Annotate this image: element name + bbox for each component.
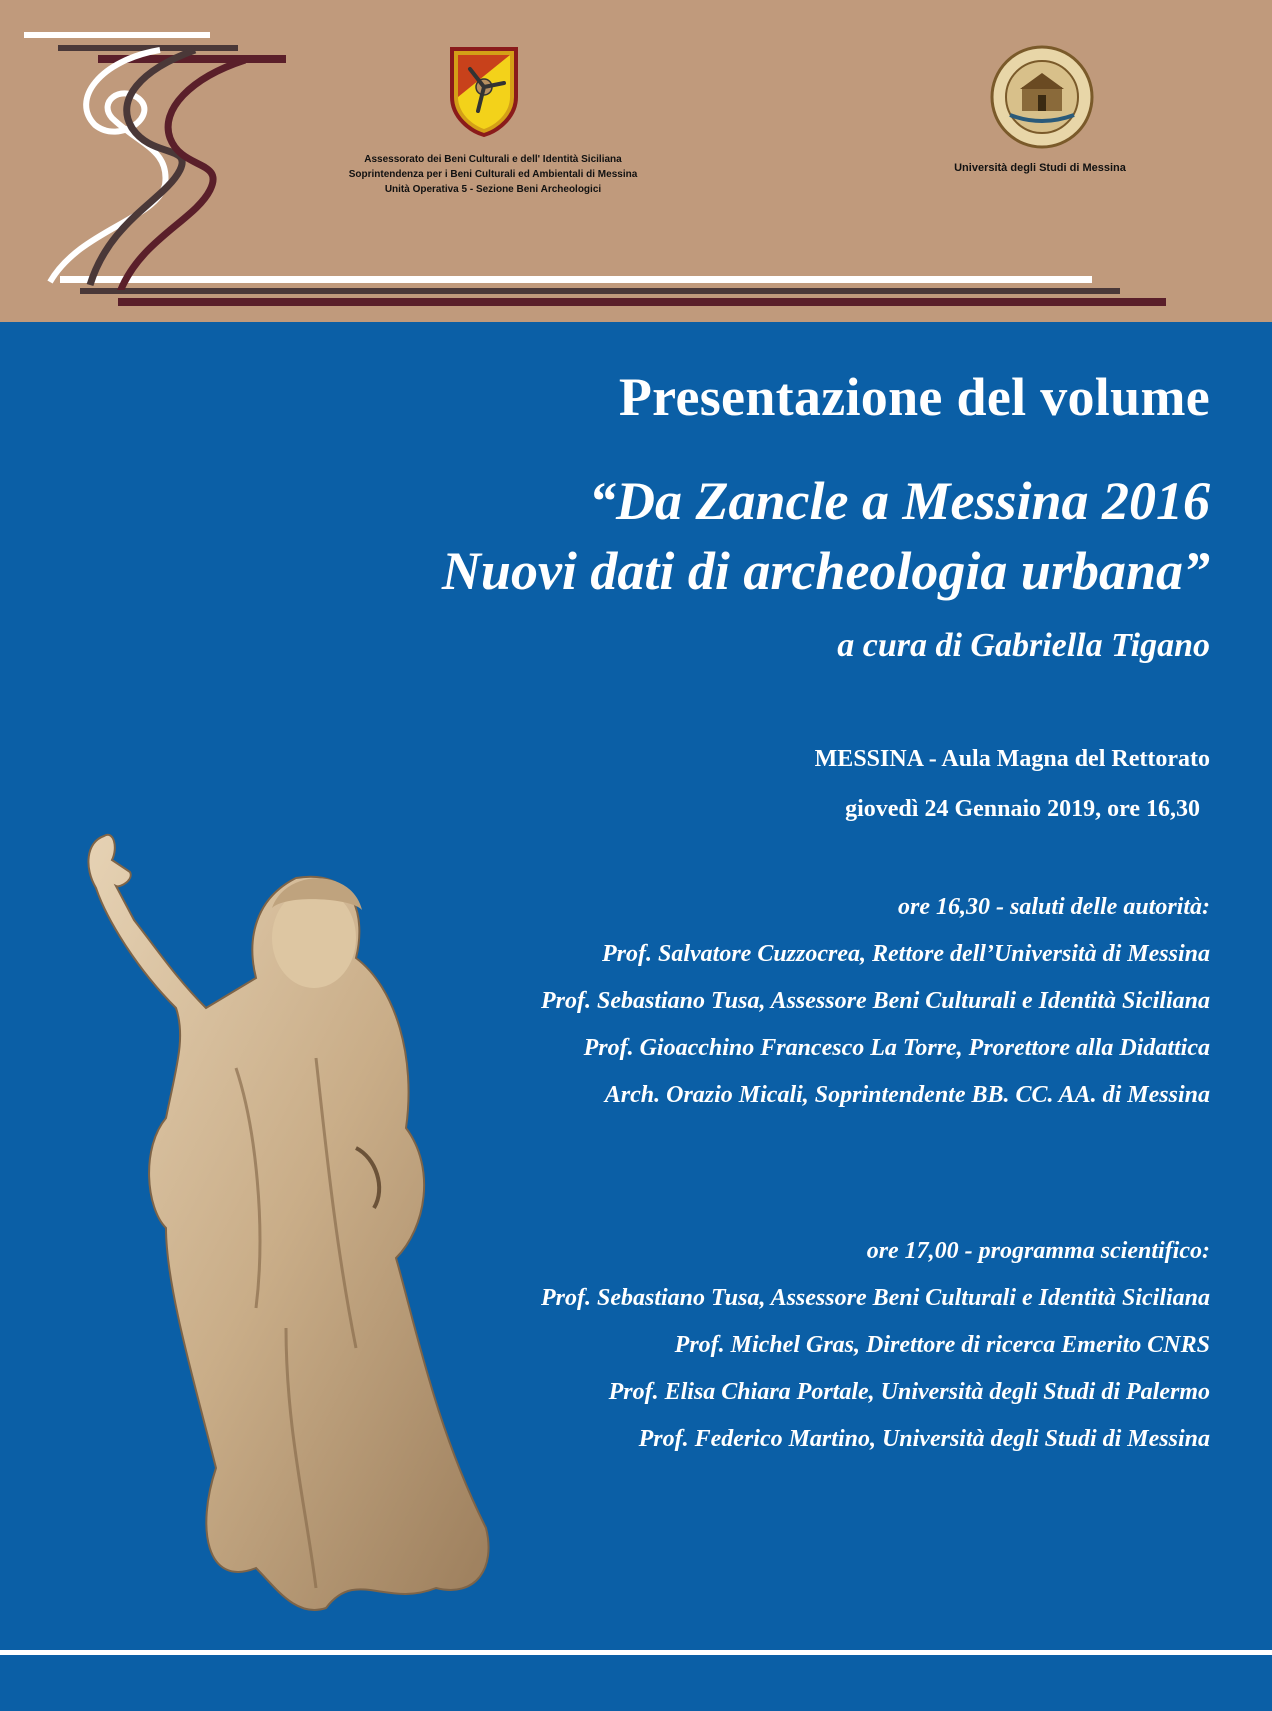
- region-line: Assessorato dei Beni Culturali e dell' Identità Siciliana: [364, 154, 622, 165]
- event-date: giovedì 24 Gennaio 2019, ore 16,30: [845, 796, 1200, 822]
- university-name: Università degli Studi di Messina: [954, 162, 1126, 174]
- speaker-line: Arch. Orazio Micali, Soprintendente BB. CC. AA. di Messina: [604, 1082, 1210, 1108]
- book-title-line1: “Da Zancle a Messina 2016: [589, 471, 1210, 531]
- speaker-line: Prof. Sebastiano Tusa, Assessore Beni Culturali e Identità Siciliana: [541, 988, 1210, 1014]
- speaker-line: Prof. Elisa Chiara Portale, Università degli Studi di Palermo: [608, 1379, 1210, 1405]
- region-institution-text: [300, 152, 686, 197]
- scientific-heading: ore 17,00 - programma scientifico:: [866, 1238, 1210, 1264]
- region-line: Unità Operativa 5 - Sezione Beni Archeologici: [384, 184, 602, 195]
- book-title-line2: Nuovi dati di archeologia urbana”: [441, 541, 1210, 601]
- curator: a cura di Gabriella Tigano: [837, 627, 1210, 664]
- region-line: Soprintendenza per i Beni Culturali ed Ambientali di Messina: [348, 169, 638, 180]
- book-title: [442, 466, 1210, 606]
- speaker-line: Prof. Gioacchino Francesco La Torre, Prorettore alla Didattica: [583, 1035, 1210, 1061]
- header-band: [0, 0, 1272, 322]
- greetings-block: [541, 884, 1210, 1119]
- trinacria-shield-icon: [448, 45, 520, 137]
- speaker-line: Prof. Federico Martino, Università degli Studi di Messina: [638, 1426, 1210, 1452]
- university-seal-icon: [990, 45, 1094, 149]
- speaker-line: Prof. Salvatore Cuzzocrea, Rettore dell’Università di Messina: [602, 941, 1210, 967]
- speaker-line: Prof. Michel Gras, Direttore di ricerca Emerito CNRS: [674, 1332, 1210, 1358]
- page-title: Presentazione del volume: [618, 367, 1210, 427]
- event-place: MESSINA - Aula Magna del Rettorato: [814, 746, 1210, 772]
- decorative-swirl-logo: [20, 20, 260, 290]
- terracotta-statue-image: [56, 828, 506, 1628]
- bottom-divider: [0, 1650, 1272, 1655]
- greetings-heading: ore 16,30 - saluti delle autorità:: [898, 894, 1210, 920]
- scientific-program-block: [541, 1228, 1210, 1463]
- speaker-line: Prof. Sebastiano Tusa, Assessore Beni Culturali e Identità Siciliana: [541, 1285, 1210, 1311]
